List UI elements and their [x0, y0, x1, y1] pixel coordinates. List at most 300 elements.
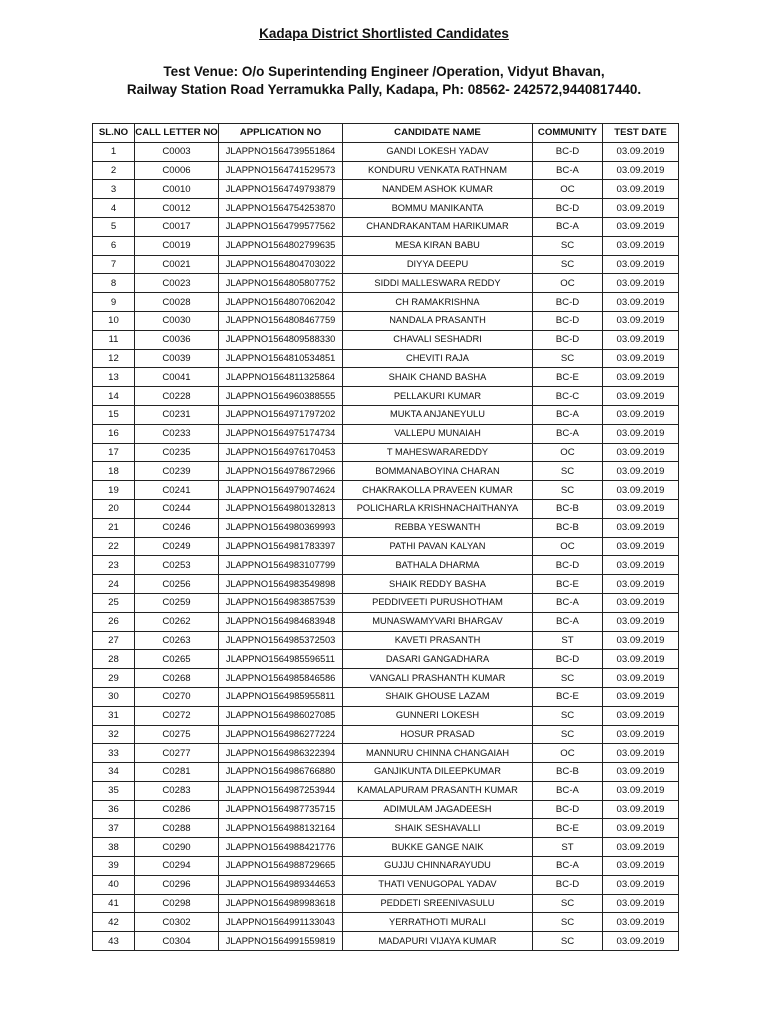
- cell-call-letter-no: C0021: [135, 255, 219, 274]
- cell-candidate-name: PATHI PAVAN KALYAN: [343, 537, 533, 556]
- table-row: [93, 330, 679, 349]
- cell-test-date: 03.09.2019: [603, 875, 679, 894]
- cell-sl-no: 31: [93, 706, 135, 725]
- table-row: [93, 217, 679, 236]
- cell-application-no: JLAPPNO1564808467759: [219, 311, 343, 330]
- table-row: [93, 744, 679, 763]
- cell-sl-no: 32: [93, 725, 135, 744]
- cell-community: OC: [533, 443, 603, 462]
- venue-line-1: Test Venue: O/o Superintending Engineer /Operation, Vidyut Bhavan,: [163, 64, 605, 79]
- cell-call-letter-no: C0023: [135, 274, 219, 293]
- cell-test-date: 03.09.2019: [603, 199, 679, 218]
- cell-call-letter-no: C0012: [135, 199, 219, 218]
- cell-community: BC-A: [533, 857, 603, 876]
- cell-test-date: 03.09.2019: [603, 744, 679, 763]
- cell-community: SC: [533, 932, 603, 951]
- table-row: [93, 161, 679, 180]
- cell-sl-no: 34: [93, 763, 135, 782]
- cell-application-no: JLAPPNO1564809588330: [219, 330, 343, 349]
- cell-call-letter-no: C0228: [135, 387, 219, 406]
- cell-application-no: JLAPPNO1564986277224: [219, 725, 343, 744]
- cell-sl-no: 12: [93, 349, 135, 368]
- cell-application-no: JLAPPNO1564979074624: [219, 481, 343, 500]
- cell-sl-no: 6: [93, 236, 135, 255]
- cell-application-no: JLAPPNO1564739551864: [219, 142, 343, 161]
- cell-test-date: 03.09.2019: [603, 236, 679, 255]
- table-row: [93, 650, 679, 669]
- header-row: [93, 124, 679, 143]
- venue-line-2: Railway Station Road Yerramukka Pally, Kadapa, Ph: 08562- 242572,9440817440.: [126, 82, 642, 97]
- cell-sl-no: 2: [93, 161, 135, 180]
- cell-call-letter-no: C0239: [135, 462, 219, 481]
- table-row: [93, 894, 679, 913]
- cell-candidate-name: SHAIK GHOUSE LAZAM: [343, 687, 533, 706]
- cell-sl-no: 5: [93, 217, 135, 236]
- cell-sl-no: 36: [93, 800, 135, 819]
- cell-sl-no: 29: [93, 669, 135, 688]
- cell-sl-no: 9: [93, 293, 135, 312]
- cell-community: BC-D: [533, 650, 603, 669]
- cell-application-no: JLAPPNO1564802799635: [219, 236, 343, 255]
- cell-test-date: 03.09.2019: [603, 687, 679, 706]
- cell-candidate-name: CHANDRAKANTAM HARIKUMAR: [343, 217, 533, 236]
- cell-call-letter-no: C0281: [135, 763, 219, 782]
- cell-community: BC-B: [533, 499, 603, 518]
- cell-test-date: 03.09.2019: [603, 443, 679, 462]
- cell-test-date: 03.09.2019: [603, 462, 679, 481]
- cell-application-no: JLAPPNO1564987253944: [219, 781, 343, 800]
- cell-application-no: JLAPPNO1564983549898: [219, 575, 343, 594]
- cell-community: BC-D: [533, 875, 603, 894]
- cell-application-no: JLAPPNO1564991559819: [219, 932, 343, 951]
- cell-application-no: JLAPPNO1564749793879: [219, 180, 343, 199]
- cell-candidate-name: GUNNERI LOKESH: [343, 706, 533, 725]
- cell-application-no: JLAPPNO1564985955811: [219, 687, 343, 706]
- cell-candidate-name: PELLAKURI KUMAR: [343, 387, 533, 406]
- table-row: [93, 349, 679, 368]
- cell-candidate-name: REBBA YESWANTH: [343, 518, 533, 537]
- cell-call-letter-no: C0298: [135, 894, 219, 913]
- column-header-test-date: TEST DATE: [603, 124, 679, 143]
- cell-test-date: 03.09.2019: [603, 518, 679, 537]
- cell-test-date: 03.09.2019: [603, 481, 679, 500]
- cell-test-date: 03.09.2019: [603, 274, 679, 293]
- cell-community: SC: [533, 669, 603, 688]
- cell-sl-no: 20: [93, 499, 135, 518]
- cell-application-no: JLAPPNO1564741529573: [219, 161, 343, 180]
- cell-sl-no: 25: [93, 593, 135, 612]
- cell-community: BC-B: [533, 518, 603, 537]
- cell-sl-no: 39: [93, 857, 135, 876]
- table-row: [93, 180, 679, 199]
- cell-call-letter-no: C0302: [135, 913, 219, 932]
- cell-test-date: 03.09.2019: [603, 857, 679, 876]
- cell-application-no: JLAPPNO1564989983618: [219, 894, 343, 913]
- cell-call-letter-no: C0286: [135, 800, 219, 819]
- cell-sl-no: 22: [93, 537, 135, 556]
- cell-community: BC-D: [533, 556, 603, 575]
- cell-community: OC: [533, 180, 603, 199]
- cell-call-letter-no: C0283: [135, 781, 219, 800]
- cell-sl-no: 28: [93, 650, 135, 669]
- cell-candidate-name: BOMMANABOYINA CHARAN: [343, 462, 533, 481]
- cell-candidate-name: GUJJU CHINNARAYUDU: [343, 857, 533, 876]
- cell-sl-no: 14: [93, 387, 135, 406]
- cell-candidate-name: CHEVITI RAJA: [343, 349, 533, 368]
- cell-community: BC-D: [533, 330, 603, 349]
- cell-test-date: 03.09.2019: [603, 932, 679, 951]
- cell-call-letter-no: C0294: [135, 857, 219, 876]
- table-row: [93, 575, 679, 594]
- table-row: [93, 199, 679, 218]
- cell-application-no: JLAPPNO1564799577562: [219, 217, 343, 236]
- cell-candidate-name: MESA KIRAN BABU: [343, 236, 533, 255]
- cell-application-no: JLAPPNO1564984683948: [219, 612, 343, 631]
- cell-community: BC-A: [533, 405, 603, 424]
- cell-community: BC-A: [533, 781, 603, 800]
- cell-community: SC: [533, 349, 603, 368]
- table-row: [93, 368, 679, 387]
- table-row: [93, 800, 679, 819]
- table-row: [93, 725, 679, 744]
- cell-candidate-name: BOMMU MANIKANTA: [343, 199, 533, 218]
- cell-candidate-name: HOSUR PRASAD: [343, 725, 533, 744]
- candidates-table: [92, 123, 679, 951]
- cell-candidate-name: CHAKRAKOLLA PRAVEEN KUMAR: [343, 481, 533, 500]
- table-row: [93, 255, 679, 274]
- table-row: [93, 518, 679, 537]
- cell-sl-no: 18: [93, 462, 135, 481]
- table-row: [93, 687, 679, 706]
- cell-call-letter-no: C0030: [135, 311, 219, 330]
- cell-application-no: JLAPPNO1564989344653: [219, 875, 343, 894]
- cell-community: BC-A: [533, 612, 603, 631]
- cell-community: BC-A: [533, 593, 603, 612]
- cell-candidate-name: KAMALAPURAM PRASANTH KUMAR: [343, 781, 533, 800]
- cell-community: BC-D: [533, 142, 603, 161]
- cell-application-no: JLAPPNO1564971797202: [219, 405, 343, 424]
- cell-application-no: JLAPPNO1564986027085: [219, 706, 343, 725]
- cell-community: BC-E: [533, 368, 603, 387]
- cell-application-no: JLAPPNO1564987735715: [219, 800, 343, 819]
- cell-test-date: 03.09.2019: [603, 330, 679, 349]
- cell-sl-no: 21: [93, 518, 135, 537]
- cell-application-no: JLAPPNO1564983857539: [219, 593, 343, 612]
- cell-call-letter-no: C0263: [135, 631, 219, 650]
- cell-sl-no: 4: [93, 199, 135, 218]
- cell-candidate-name: SHAIK REDDY BASHA: [343, 575, 533, 594]
- cell-sl-no: 41: [93, 894, 135, 913]
- cell-candidate-name: KONDURU VENKATA RATHNAM: [343, 161, 533, 180]
- table-row: [93, 838, 679, 857]
- table-row: [93, 424, 679, 443]
- cell-call-letter-no: C0268: [135, 669, 219, 688]
- cell-application-no: JLAPPNO1564960388555: [219, 387, 343, 406]
- cell-test-date: 03.09.2019: [603, 537, 679, 556]
- cell-sl-no: 16: [93, 424, 135, 443]
- table-row: [93, 405, 679, 424]
- table-row: [93, 819, 679, 838]
- cell-application-no: JLAPPNO1564980132813: [219, 499, 343, 518]
- cell-test-date: 03.09.2019: [603, 405, 679, 424]
- cell-call-letter-no: C0253: [135, 556, 219, 575]
- cell-candidate-name: MANNURU CHINNA CHANGAIAH: [343, 744, 533, 763]
- cell-community: BC-A: [533, 217, 603, 236]
- cell-community: BC-E: [533, 575, 603, 594]
- cell-call-letter-no: C0017: [135, 217, 219, 236]
- cell-call-letter-no: C0246: [135, 518, 219, 537]
- cell-test-date: 03.09.2019: [603, 142, 679, 161]
- cell-community: OC: [533, 274, 603, 293]
- cell-call-letter-no: C0041: [135, 368, 219, 387]
- cell-test-date: 03.09.2019: [603, 800, 679, 819]
- cell-sl-no: 27: [93, 631, 135, 650]
- cell-test-date: 03.09.2019: [603, 593, 679, 612]
- cell-application-no: JLAPPNO1564981783397: [219, 537, 343, 556]
- table-row: [93, 556, 679, 575]
- cell-candidate-name: SHAIK CHAND BASHA: [343, 368, 533, 387]
- cell-candidate-name: BUKKE GANGE NAIK: [343, 838, 533, 857]
- cell-test-date: 03.09.2019: [603, 819, 679, 838]
- cell-candidate-name: PEDDETI SREENIVASULU: [343, 894, 533, 913]
- cell-community: SC: [533, 236, 603, 255]
- table-row: [93, 274, 679, 293]
- cell-community: ST: [533, 631, 603, 650]
- cell-call-letter-no: C0244: [135, 499, 219, 518]
- cell-sl-no: 33: [93, 744, 135, 763]
- cell-community: ST: [533, 838, 603, 857]
- cell-application-no: JLAPPNO1564976170453: [219, 443, 343, 462]
- cell-candidate-name: MUNASWAMYVARI BHARGAV: [343, 612, 533, 631]
- cell-community: BC-D: [533, 293, 603, 312]
- table-row: [93, 593, 679, 612]
- cell-call-letter-no: C0256: [135, 575, 219, 594]
- cell-community: BC-B: [533, 763, 603, 782]
- cell-sl-no: 40: [93, 875, 135, 894]
- column-header-call-letter-no: CALL LETTER NO: [135, 124, 219, 143]
- cell-sl-no: 17: [93, 443, 135, 462]
- cell-test-date: 03.09.2019: [603, 161, 679, 180]
- cell-sl-no: 19: [93, 481, 135, 500]
- table-row: [93, 612, 679, 631]
- table-row: [93, 932, 679, 951]
- cell-test-date: 03.09.2019: [603, 255, 679, 274]
- cell-candidate-name: MADAPURI VIJAYA KUMAR: [343, 932, 533, 951]
- table-row: [93, 462, 679, 481]
- cell-sl-no: 30: [93, 687, 135, 706]
- cell-candidate-name: YERRATHOTI MURALI: [343, 913, 533, 932]
- cell-community: SC: [533, 725, 603, 744]
- table-row: [93, 236, 679, 255]
- cell-test-date: 03.09.2019: [603, 650, 679, 669]
- cell-sl-no: 8: [93, 274, 135, 293]
- cell-test-date: 03.09.2019: [603, 556, 679, 575]
- cell-candidate-name: THATI VENUGOPAL YADAV: [343, 875, 533, 894]
- cell-application-no: JLAPPNO1564988421776: [219, 838, 343, 857]
- cell-test-date: 03.09.2019: [603, 781, 679, 800]
- cell-community: SC: [533, 481, 603, 500]
- cell-call-letter-no: C0249: [135, 537, 219, 556]
- cell-call-letter-no: C0275: [135, 725, 219, 744]
- cell-sl-no: 43: [93, 932, 135, 951]
- cell-sl-no: 26: [93, 612, 135, 631]
- cell-candidate-name: PEDDIVEETI PURUSHOTHAM: [343, 593, 533, 612]
- cell-candidate-name: NANDALA PRASANTH: [343, 311, 533, 330]
- cell-community: BC-E: [533, 819, 603, 838]
- table-row: [93, 706, 679, 725]
- cell-test-date: 03.09.2019: [603, 669, 679, 688]
- cell-community: SC: [533, 706, 603, 725]
- cell-candidate-name: BATHALA DHARMA: [343, 556, 533, 575]
- column-header-community: COMMUNITY: [533, 124, 603, 143]
- cell-call-letter-no: C0241: [135, 481, 219, 500]
- cell-sl-no: 42: [93, 913, 135, 932]
- cell-sl-no: 7: [93, 255, 135, 274]
- cell-application-no: JLAPPNO1564991133043: [219, 913, 343, 932]
- cell-test-date: 03.09.2019: [603, 499, 679, 518]
- cell-community: SC: [533, 894, 603, 913]
- cell-call-letter-no: C0262: [135, 612, 219, 631]
- cell-sl-no: 3: [93, 180, 135, 199]
- cell-candidate-name: CH RAMAKRISHNA: [343, 293, 533, 312]
- cell-community: OC: [533, 744, 603, 763]
- cell-sl-no: 1: [93, 142, 135, 161]
- cell-community: BC-D: [533, 311, 603, 330]
- cell-test-date: 03.09.2019: [603, 217, 679, 236]
- cell-call-letter-no: C0296: [135, 875, 219, 894]
- cell-test-date: 03.09.2019: [603, 763, 679, 782]
- cell-candidate-name: SIDDI MALLESWARA REDDY: [343, 274, 533, 293]
- cell-sl-no: 35: [93, 781, 135, 800]
- cell-application-no: JLAPPNO1564804703022: [219, 255, 343, 274]
- cell-community: SC: [533, 255, 603, 274]
- cell-sl-no: 11: [93, 330, 135, 349]
- cell-test-date: 03.09.2019: [603, 180, 679, 199]
- cell-sl-no: 24: [93, 575, 135, 594]
- cell-community: BC-E: [533, 687, 603, 706]
- cell-application-no: JLAPPNO1564975174734: [219, 424, 343, 443]
- table-row: [93, 293, 679, 312]
- cell-call-letter-no: C0272: [135, 706, 219, 725]
- cell-application-no: JLAPPNO1564986766880: [219, 763, 343, 782]
- cell-candidate-name: T MAHESWARAREDDY: [343, 443, 533, 462]
- cell-test-date: 03.09.2019: [603, 913, 679, 932]
- cell-test-date: 03.09.2019: [603, 368, 679, 387]
- cell-test-date: 03.09.2019: [603, 349, 679, 368]
- cell-application-no: JLAPPNO1564811325864: [219, 368, 343, 387]
- cell-candidate-name: MUKTA ANJANEYULU: [343, 405, 533, 424]
- cell-candidate-name: DIYYA DEEPU: [343, 255, 533, 274]
- cell-application-no: JLAPPNO1564805807752: [219, 274, 343, 293]
- cell-candidate-name: ADIMULAM JAGADEESH: [343, 800, 533, 819]
- cell-call-letter-no: C0010: [135, 180, 219, 199]
- cell-community: BC-D: [533, 199, 603, 218]
- cell-test-date: 03.09.2019: [603, 612, 679, 631]
- table-row: [93, 875, 679, 894]
- cell-call-letter-no: C0233: [135, 424, 219, 443]
- cell-test-date: 03.09.2019: [603, 387, 679, 406]
- column-header-candidate-name: CANDIDATE NAME: [343, 124, 533, 143]
- cell-candidate-name: SHAIK SESHAVALLI: [343, 819, 533, 838]
- cell-candidate-name: CHAVALI SESHADRI: [343, 330, 533, 349]
- page-title-text: Kadapa District Shortlisted Candidates: [259, 26, 509, 41]
- cell-call-letter-no: C0277: [135, 744, 219, 763]
- table-row: [93, 499, 679, 518]
- cell-application-no: JLAPPNO1564985846586: [219, 669, 343, 688]
- cell-call-letter-no: C0019: [135, 236, 219, 255]
- cell-community: SC: [533, 913, 603, 932]
- cell-application-no: JLAPPNO1564983107799: [219, 556, 343, 575]
- cell-call-letter-no: C0028: [135, 293, 219, 312]
- table-row: [93, 481, 679, 500]
- table-row: [93, 443, 679, 462]
- cell-sl-no: 13: [93, 368, 135, 387]
- cell-community: BC-D: [533, 800, 603, 819]
- cell-test-date: 03.09.2019: [603, 838, 679, 857]
- cell-call-letter-no: C0259: [135, 593, 219, 612]
- cell-application-no: JLAPPNO1564807062042: [219, 293, 343, 312]
- cell-application-no: JLAPPNO1564985372503: [219, 631, 343, 650]
- cell-call-letter-no: C0290: [135, 838, 219, 857]
- cell-test-date: 03.09.2019: [603, 293, 679, 312]
- cell-test-date: 03.09.2019: [603, 706, 679, 725]
- cell-application-no: JLAPPNO1564810534851: [219, 349, 343, 368]
- table-row: [93, 387, 679, 406]
- table-row: [93, 781, 679, 800]
- cell-application-no: JLAPPNO1564754253870: [219, 199, 343, 218]
- cell-candidate-name: KAVETI PRASANTH: [343, 631, 533, 650]
- cell-call-letter-no: C0265: [135, 650, 219, 669]
- cell-community: BC-A: [533, 424, 603, 443]
- cell-call-letter-no: C0235: [135, 443, 219, 462]
- cell-sl-no: 23: [93, 556, 135, 575]
- cell-call-letter-no: C0003: [135, 142, 219, 161]
- cell-sl-no: 10: [93, 311, 135, 330]
- table-row: [93, 913, 679, 932]
- cell-candidate-name: NANDEM ASHOK KUMAR: [343, 180, 533, 199]
- table-row: [93, 763, 679, 782]
- cell-test-date: 03.09.2019: [603, 894, 679, 913]
- cell-community: BC-C: [533, 387, 603, 406]
- cell-sl-no: 37: [93, 819, 135, 838]
- table-row: [93, 857, 679, 876]
- cell-sl-no: 15: [93, 405, 135, 424]
- cell-call-letter-no: C0036: [135, 330, 219, 349]
- cell-candidate-name: DASARI GANGADHARA: [343, 650, 533, 669]
- cell-candidate-name: VANGALI PRASHANTH KUMAR: [343, 669, 533, 688]
- table-row: [93, 537, 679, 556]
- cell-test-date: 03.09.2019: [603, 631, 679, 650]
- cell-test-date: 03.09.2019: [603, 725, 679, 744]
- page-title: [0, 26, 768, 41]
- cell-application-no: JLAPPNO1564980369993: [219, 518, 343, 537]
- cell-application-no: JLAPPNO1564988729665: [219, 857, 343, 876]
- cell-application-no: JLAPPNO1564978672966: [219, 462, 343, 481]
- cell-call-letter-no: C0006: [135, 161, 219, 180]
- cell-test-date: 03.09.2019: [603, 311, 679, 330]
- cell-call-letter-no: C0288: [135, 819, 219, 838]
- cell-application-no: JLAPPNO1564988132164: [219, 819, 343, 838]
- cell-sl-no: 38: [93, 838, 135, 857]
- cell-call-letter-no: C0231: [135, 405, 219, 424]
- cell-application-no: JLAPPNO1564986322394: [219, 744, 343, 763]
- cell-application-no: JLAPPNO1564985596511: [219, 650, 343, 669]
- cell-candidate-name: GANJIKUNTA DILEEPKUMAR: [343, 763, 533, 782]
- table-row: [93, 669, 679, 688]
- table-header: [93, 124, 679, 143]
- cell-call-letter-no: C0304: [135, 932, 219, 951]
- cell-call-letter-no: C0039: [135, 349, 219, 368]
